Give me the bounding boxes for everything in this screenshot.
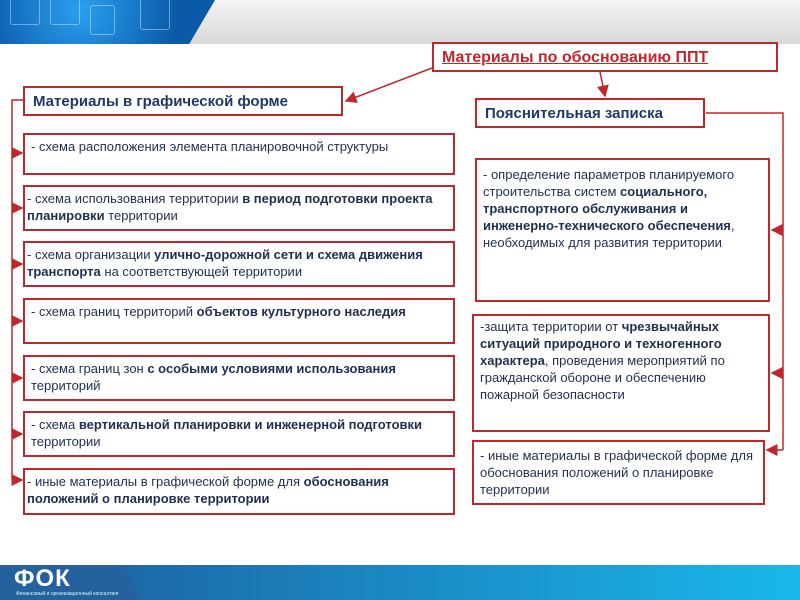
graphic-materials-header: Материалы в графической форме xyxy=(23,86,343,116)
item-text: вертикальной планировки и инженерной подготовки xyxy=(78,417,423,432)
company-logo: ФОК xyxy=(14,565,71,592)
item-text: , необходимых для развития территории xyxy=(483,218,735,250)
item-text: - схема расположения элемента планировочной структуры xyxy=(31,139,389,154)
list-item xyxy=(475,158,770,302)
item-text: - схема использования территории xyxy=(27,191,243,206)
item-text: - схема границ зон xyxy=(31,361,148,376)
list-item xyxy=(23,468,455,515)
list-item xyxy=(23,298,455,344)
item-text: - схема границ территорий xyxy=(31,304,197,319)
list-item xyxy=(23,185,455,231)
list-item xyxy=(23,411,455,457)
logo-subtitle: Финансовый и организационный консалтинг xyxy=(16,591,119,597)
item-text: - схема xyxy=(31,417,79,432)
list-item xyxy=(472,314,770,432)
list-item xyxy=(23,133,455,175)
list-item xyxy=(23,241,455,287)
item-text: объектов культурного наследия xyxy=(196,304,406,319)
item-text: территории xyxy=(31,434,101,449)
item-text: обоснования положений о планировке территории xyxy=(27,474,389,506)
item-text: в период подготовки проекта планировки xyxy=(27,191,433,223)
item-text: с особыми условиями использования xyxy=(147,361,396,376)
item-text: территории xyxy=(104,208,178,223)
item-text: улично-дорожной сети и схема движения транспорта xyxy=(27,247,423,279)
list-item xyxy=(23,355,455,401)
item-text: -защита территории от xyxy=(480,319,622,334)
item-text: - схема организации xyxy=(27,247,155,262)
explanatory-note-header: Пояснительная записка xyxy=(475,98,705,128)
item-text: - определение параметров планируемого строительства систем xyxy=(483,167,735,199)
list-item xyxy=(472,440,765,505)
item-text: социального, транспортного обслуживания и инженерно-технического обеспечения xyxy=(483,184,731,233)
item-text: чрезвычайных ситуаций природного и техногенного характера xyxy=(480,319,722,368)
item-text: территорий xyxy=(31,378,101,393)
main-title: Материалы по обоснованию ППТ xyxy=(432,42,778,72)
item-text: - иные материалы в графической форме для xyxy=(27,474,304,489)
item-text: на соответствующей территории xyxy=(100,264,303,279)
item-text: - иные материалы в графической форме для обоснования положений о планировке территории xyxy=(480,448,754,497)
item-text: , проведения мероприятий по гражданской обороне и обеспечению пожарной безопасности xyxy=(480,353,725,402)
